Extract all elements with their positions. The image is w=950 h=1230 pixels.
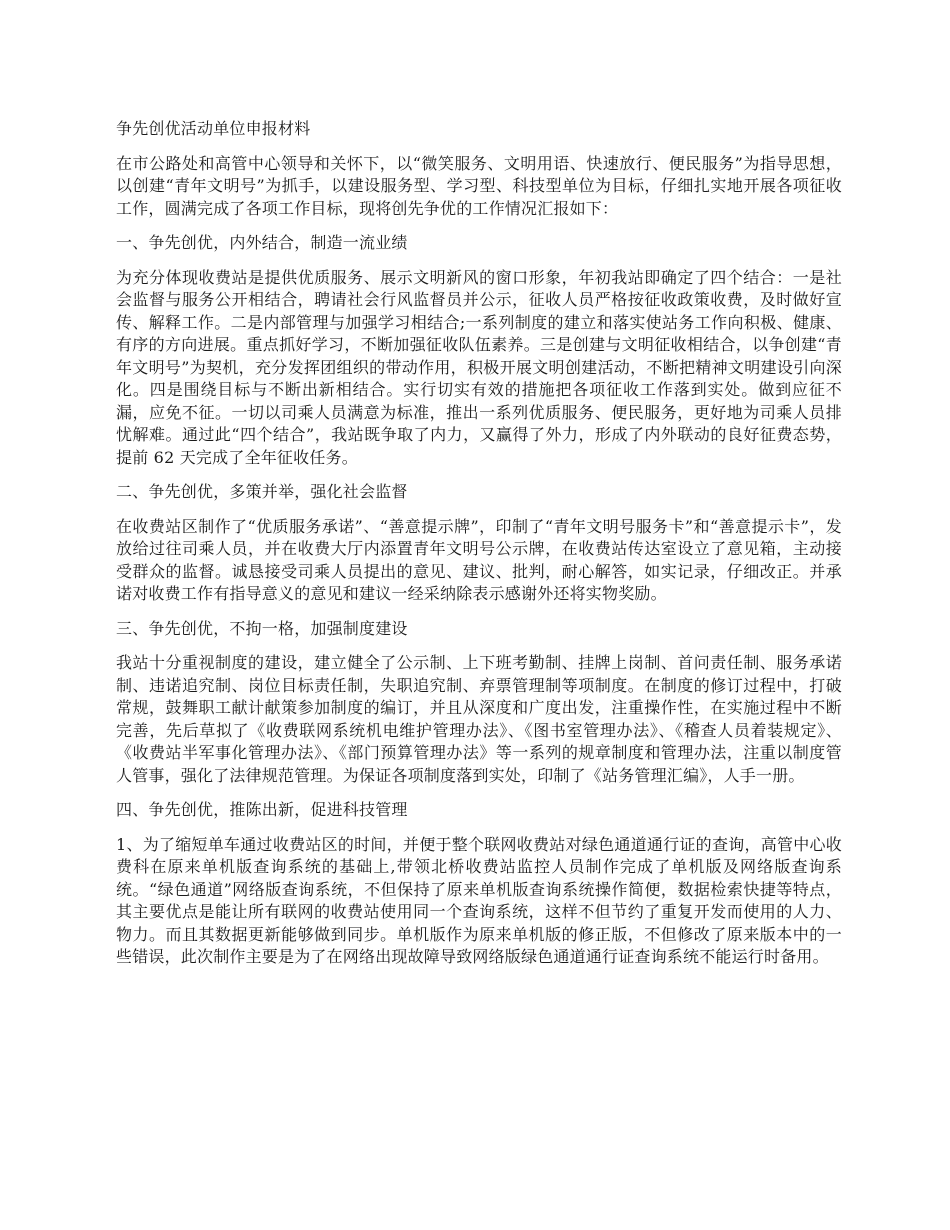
section-3-body: 我站十分重视制度的建设，建立健全了公示制、上下班考勤制、挂牌上岗制、首问责任制、服务承诺制、违诺追究制、岗位目标责任制，失职追究制、弃票管理制等项制度。在制度的修订过程中，打破常规，鼓舞职工献计献策参加制度的编订，并且从深度和广度出发，注重操作性，在实施过程中不断完善，先后草拟了《收费联网系统机电维护管理办法》、《图书室管理办法》、《稽查人员着装规定》、《收费站半军事化管理办法》、《部门预算管理办法》等一系列的规章制度和管理办法，注重以制度管人管事，强化了法律规范管理。为保证各项制度落到实处，印制了《站务管理汇编》，人手一册。 [116, 653, 842, 785]
intro-paragraph: 在市公路处和高管中心领导和关怀下，以“微笑服务、文明用语、快速放行、便民服务”为指导思想，以创建“青年文明号”为抓手，以建设服务型、学习型、科技型单位为目标，仔细扎实地开展各项征收工作，圆满完成了各项工作目标，现将创先争优的工作情况汇报如下： [116, 153, 842, 218]
section-1-body: 为充分体现收费站是提供优质服务、展示文明新风的窗口形象，年初我站即确定了四个结合：一是社会监督与服务公开相结合，聘请社会行风监督员并公示，征收人员严格按征收政策收费，及时做好宣传、解释工作。二是内部管理与加强学习相结合;一系列制度的建立和落实使站务工作向积极、健康、有序的方向进展。重点抓好学习，不断加强征收队伍素养。三是创建与文明征收相结合，以争创建“青年文明号”为契机，充分发挥团组织的带动作用，积极开展文明创建活动，不断把精神文明建设引向深化。四是围绕目标与不断出新相结合。实行切实有效的措施把各项征收工作落到实处。做到应征不漏，应免不征。一切以司乘人员满意为标准，推出一系列优质服务、便民服务，更好地为司乘人员排忧解难。通过此“四个结合”，我站既争取了内力，又赢得了外力，形成了内外联动的良好征费态势，提前 62 天完成了全年征收任务。 [116, 267, 842, 467]
section-2-body: 在收费站区制作了“优质服务承诺”、“善意提示牌”，印制了“青年文明号服务卡”和“善意提示卡”，发放给过往司乘人员，并在收费大厅内添置青年文明号公示牌，在收费站传达室设立了意见箱，主动接受群众的监督。诚恳接受司乘人员提出的意见、建议、批判，耐心解答，如实记录，仔细改正。并承诺对收费工作有指导意义的意见和建议一经采纳除表示感谢外还将实物奖励。 [116, 516, 842, 603]
document-page [116, 118, 842, 981]
section-4-body: 1、为了缩短单车通过收费站区的时间，并便于整个联网收费站对绿色通道通行证的查询，高管中心收费科在原来单机版查询系统的基础上,带领北桥收费站监控人员制作完成了单机版及网络版查询系统。“绿色通道”网络版查询系统，不但保持了原来单机版查询系统操作简便，数据检索快捷等特点，其主要优点是能让所有联网的收费站使用同一个查询系统，这样不但节约了重复开发而使用的人力、物力。而且其数据更新能够做到同步。单机版作为原来单机版的修正版，不但修改了原来版本中的一些错误，此次制作主要是为了在网络出现故障导致网络版绿色通道通行证查询系统不能运行时备用。 [116, 834, 842, 966]
section-1-heading: 一、争先创优，内外结合，制造一流业绩 [116, 233, 408, 252]
section-3-heading: 三、争先创优，不拘一格，加强制度建设 [116, 618, 408, 638]
section-2-heading: 二、争先创优，多策并举，强化社会监督 [116, 482, 408, 501]
document-title: 争先创优活动单位申报材料 [116, 119, 311, 138]
section-4-heading: 四、争先创优，推陈出新，促进科技管理 [116, 800, 408, 819]
